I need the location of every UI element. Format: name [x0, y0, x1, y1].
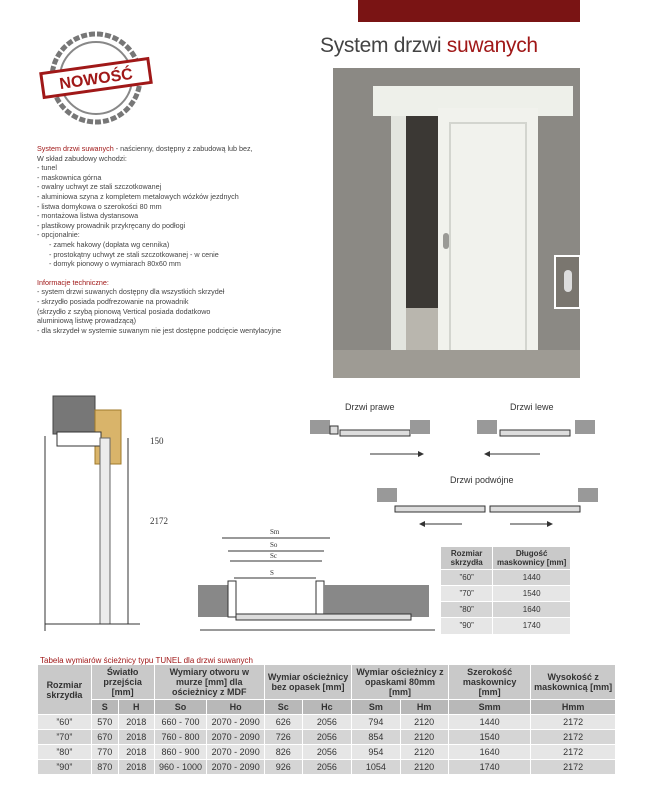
page-title: System drzwi suwanych — [320, 34, 538, 57]
table-row: ”60” 1440 — [441, 570, 571, 586]
frame-section-drawing — [198, 528, 435, 630]
dimensions-table: Rozmiar skrzydła Światło przejścia [mm] Wymiary otworu w murze [mm] dla ościeżnicy z MDF Wymiar ościeżnicy bez opasek [mm] Wymiar ościeżnicy z opaskami 80mm [mm] Szerokość maskownicy [mm] Wysokość z maskownicą [mm] S H So Ho Sc Hc Sm Hm Smm Hmm ”60” 570 2018 660 - 700 2070 - 2090 626 2056 794 2120 1440 2172 ”70” 670 2018 760 - 800 2070 - 2090 726 2056 854 2120 1540 2172 ”80” 770 2018 860 - 900 2070 - 2090 826 2056 954 2120 1640 2172 ”90” 870 2018 960 - 1000 2070 - 2090 926 2056 1054 2120 1740 2172 — [38, 665, 616, 775]
svg-text:S: S — [270, 569, 274, 577]
product-photo — [333, 68, 580, 378]
table-row: ”60” 570 2018 660 - 700 2070 - 2090 626 2056 794 2120 1440 2172 — [38, 715, 616, 730]
svg-text:Drzwi prawe: Drzwi prawe — [345, 402, 395, 412]
table-row: ”80” 1640 — [441, 602, 571, 618]
table-row: ”90” 870 2018 960 - 1000 2070 - 2090 926 2056 1054 2120 1740 2172 — [38, 760, 616, 775]
mask-length-table: Rozmiar skrzydła Długość maskownicy [mm] ”60” 1440 ”70” 1540 ”80” 1640 ”90” 1740 — [441, 547, 571, 634]
svg-text:So: So — [270, 541, 278, 549]
svg-text:Drzwi lewe: Drzwi lewe — [510, 402, 554, 412]
side-section-drawing — [45, 396, 168, 631]
table-row: ”70” 670 2018 760 - 800 2070 - 2090 726 2056 854 2120 1540 2172 — [38, 730, 616, 745]
plan-drawings — [310, 402, 598, 527]
svg-text:150: 150 — [150, 436, 164, 446]
new-badge-stamp — [34, 30, 158, 126]
table-row: ”80” 770 2018 860 - 900 2070 - 2090 826 2056 954 2120 1640 2172 — [38, 745, 616, 760]
dimensions-table-caption: Tabela wymiarów ścieżnicy typu TUNEL dla drzwi suwanych — [40, 656, 253, 665]
table-row: ”90” 1740 — [441, 618, 571, 634]
intro-text: System drzwi suwanych - naścienny, dostępny z zabudową lub bez, W skład zabudowy wchodzi: - tunel - maskownica górna - owalny uchwyt ze stali szczotkowanej - aluminiowa szyna z kompletem metalowych wózków jezdnych - listwa domykowa o szerokości 80 mm - montażowa listwa dystansowa - plastikowy prowadnik przykręcany do podłogi - opcjonalnie: - zamek hakowy (dopłata wg cennika) - prostokątny uchwyt ze stali szczotkowanej - w cenie - domyk pionowy o wymiarach 80x60 mm Informacje techniczne: - system drzwi suwanych dostępny dla wszystkich skrzydeł - skrzydło posiada podfrezowanie na prowadnik (skrzydło z szybą pionową Vertical posiada dodatkowo aluminiową listwę prowadzącą) - dla skrzydeł w systemie suwanym nie jest dostępne podcięcie wentylacyjne — [37, 144, 282, 335]
svg-text:Drzwi podwójne: Drzwi podwójne — [450, 475, 514, 485]
table-row: ”70” 1540 — [441, 586, 571, 602]
svg-text:2172: 2172 — [150, 516, 168, 526]
header-accent-bar — [358, 0, 580, 22]
badge-text: NOWOŚĆ — [58, 65, 134, 94]
svg-text:Sm: Sm — [270, 528, 280, 536]
svg-text:Sc: Sc — [270, 552, 277, 560]
